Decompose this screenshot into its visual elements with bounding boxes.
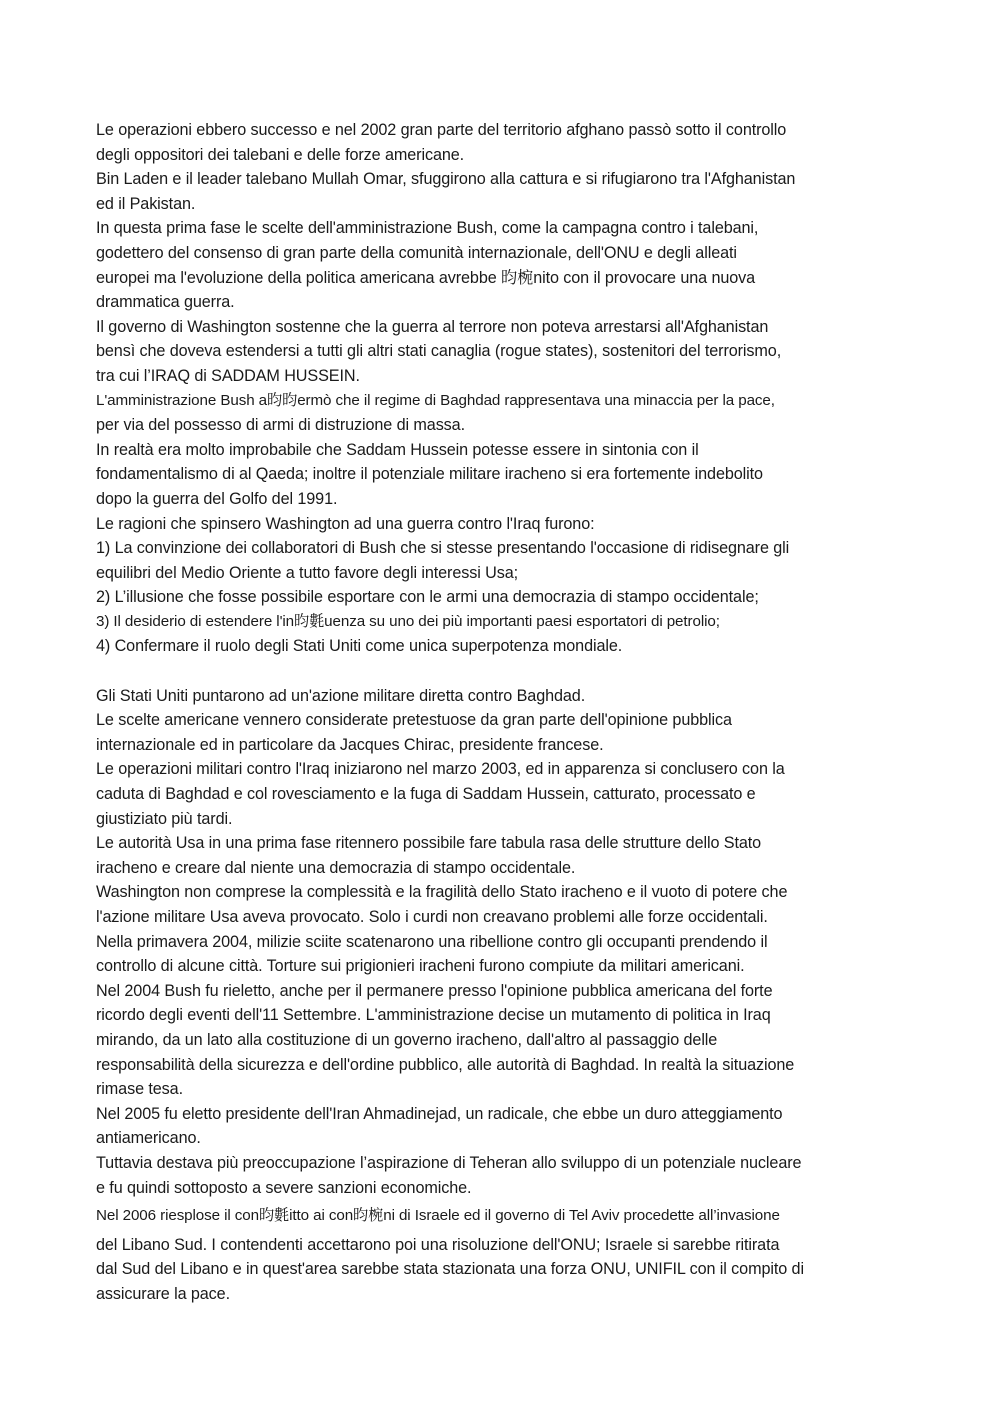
text-line: 3) Il desiderio di estendere l'in昀氀uenza su uno dei più importanti paesi esportatori di petrolio; (96, 612, 720, 630)
text-line: Nella primavera 2004, milizie sciite scatenarono una ribellione contro gli occupanti prendendo il (96, 932, 768, 951)
list-item (96, 536, 916, 585)
text-line: caduta di Baghdad e col rovesciamento e la fuga di Saddam Hussein, catturato, processato e (96, 785, 756, 804)
text-line: L'amministrazione Bush a昀昀ermò che il regime di Baghdad rappresentava una minaccia per la pace, (96, 391, 775, 409)
paragraph (96, 1204, 916, 1306)
text-line: giustiziato più tardi. (96, 809, 233, 828)
text-line: dal Sud del Libano e in quest'area sarebbe stata stazionata una forza ONU, UNIFIL con il compito di (96, 1260, 804, 1279)
text-line: ed il Pakistan. (96, 194, 196, 213)
paragraph (96, 167, 916, 216)
paragraph (96, 930, 916, 979)
paragraph (96, 880, 916, 929)
text-line: del Libano Sud. I contendenti accettarono poi una risoluzione dell'ONU; Israele si sarebbe ritirata (96, 1235, 780, 1254)
text-line: per via del possesso di armi di distruzione di massa. (96, 416, 465, 435)
list-item (96, 610, 916, 635)
text-line: responsabilità della sicurezza e dell'ordine pubblico, alle autorità di Baghdad. In realtà la situazione (96, 1055, 795, 1074)
text-line: Nel 2004 Bush fu rieletto, anche per il permanere presso l'opinione pubblica americana del forte (96, 981, 773, 1000)
paragraph (96, 708, 916, 757)
text-line: In realtà era molto improbabile che Saddam Hussein potesse essere in sintonia con il (96, 440, 699, 459)
paragraph (96, 315, 916, 389)
paragraph (96, 438, 916, 512)
text-line: Le operazioni militari contro l'Iraq iniziarono nel marzo 2003, ed in apparenza si conclusero con la (96, 760, 785, 779)
text-line: dopo la guerra del Golfo del 1991. (96, 489, 338, 508)
paragraph (96, 118, 916, 167)
text-line: 2) L’illusione che fosse possibile esportare con le armi una democrazia di stampo occidentale; (96, 588, 759, 607)
list-item (96, 585, 916, 610)
text-line: e fu quindi sottoposto a severe sanzioni economiche. (96, 1178, 472, 1197)
text-line: iracheno e creare dal niente una democrazia di stampo occidentale. (96, 858, 576, 877)
paragraph (96, 216, 916, 314)
text-line: Washington non comprese la complessità e la fragilità dello Stato iracheno e il vuoto di potere che (96, 883, 788, 902)
document-body (96, 118, 916, 1307)
text-line: Il governo di Washington sostenne che la guerra al terrore non poteva arrestarsi all'Afghanistan (96, 317, 769, 336)
text-line: In questa prima fase le scelte dell'amministrazione Bush, come la campagna contro i talebani, (96, 219, 759, 238)
text-line: Le autorità Usa in una prima fase ritennero possibile fare tabula rasa delle strutture dello Stato (96, 834, 762, 853)
text-line: Le ragioni che spinsero Washington ad una guerra contro l'Iraq furono: (96, 514, 595, 533)
text-line: Bin Laden e il leader talebano Mullah Omar, sfuggirono alla cattura e si rifugiarono tra l'Afghanistan (96, 170, 796, 189)
paragraph (96, 389, 916, 438)
text-line: Gli Stati Uniti puntarono ad un'azione militare diretta contro Baghdad. (96, 686, 586, 705)
text-line: ricordo degli eventi dell'11 Settembre. L'amministrazione decise un mutamento di politica in Iraq (96, 1006, 771, 1025)
text-line: mirando, da un lato alla costituzione di un governo iracheno, dall'altro al passaggio delle (96, 1030, 718, 1049)
blank-line (96, 659, 916, 684)
text-line: drammatica guerra. (96, 293, 235, 312)
paragraph (96, 831, 916, 880)
text-line: Le operazioni ebbero successo e nel 2002 gran parte del territorio afghano passò sotto il controllo (96, 121, 787, 139)
text-line: assicurare la pace. (96, 1284, 230, 1303)
paragraph (96, 1102, 916, 1151)
text-line: bensì che doveva estendersi a tutti gli altri stati canaglia (rogue states), sostenitori del terrorismo, (96, 342, 782, 361)
text-line: controllo di alcune città. Torture sui prigionieri iracheni furono compiute da militari americani. (96, 957, 745, 976)
paragraph (96, 684, 916, 709)
text-line: antiamericano. (96, 1129, 201, 1148)
text-line: equilibri del Medio Oriente a tutto favore degli interessi Usa; (96, 563, 518, 582)
text-line: Nel 2005 fu eletto presidente dell'Iran Ahmadinejad, un radicale, che ebbe un duro atteggiamento (96, 1104, 783, 1123)
text-line: fondamentalismo di al Qaeda; inoltre il potenziale militare iracheno si era fortemente indebolito (96, 465, 763, 484)
text-line: 4) Confermare il ruolo degli Stati Uniti come unica superpotenza mondiale. (96, 637, 623, 656)
text-line: europei ma l'evoluzione della politica americana avrebbe 昀椀nito con il provocare una nuova (96, 268, 756, 287)
text-line: internazionale ed in particolare da Jacques Chirac, presidente francese. (96, 735, 604, 754)
text-line: tra cui l’IRAQ di SADDAM HUSSEIN. (96, 366, 360, 385)
paragraph (96, 1151, 916, 1200)
text-line: rimase tesa. (96, 1080, 183, 1099)
text-line: 1) La convinzione dei collaboratori di Bush che si stesse presentando l'occasione di ridisegnare gli (96, 539, 790, 558)
text-line: degli oppositori dei talebani e delle forze americane. (96, 145, 465, 164)
paragraph (96, 512, 916, 537)
paragraph (96, 757, 916, 831)
text-line: l'azione militare Usa aveva provocato. Solo i curdi non creavano problemi alle forze occidentali. (96, 908, 768, 926)
list-item (96, 634, 916, 659)
text-line: Nel 2006 riesplose il con昀氀itto ai con昀椀ni di Israele ed il governo di Tel Aviv procedette all’invasione (96, 1207, 780, 1225)
text-line: Tuttavia destava più preoccupazione l’aspirazione di Teheran allo sviluppo di un potenziale nucleare (96, 1153, 802, 1172)
text-line: godettero del consenso di gran parte della comunità internazionale, dell'ONU e degli alleati (96, 243, 737, 262)
text-line: Le scelte americane vennero considerate pretestuose da gran parte dell'opinione pubblica (96, 711, 732, 730)
paragraph (96, 979, 916, 1102)
